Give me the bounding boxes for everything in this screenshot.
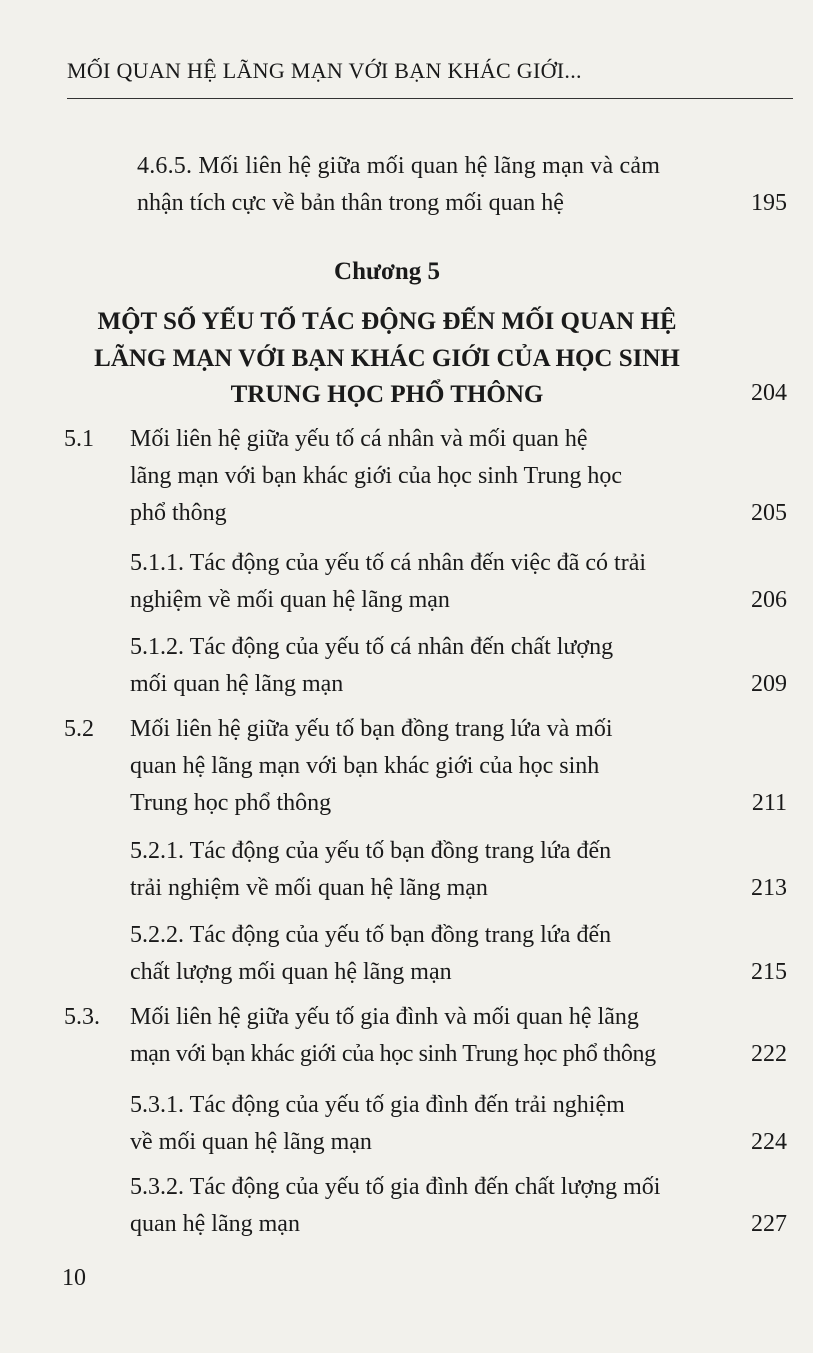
toc-entry-line: Mối liên hệ giữa yếu tố bạn đồng trang lứa và mối: [130, 716, 613, 742]
chapter-title-line: MỘT SỐ YẾU TỐ TÁC ĐỘNG ĐẾN MỐI QUAN HỆ: [97, 308, 677, 335]
toc-entry-line: 5.3.1. Tác động của yếu tố gia đình đến trải nghiệm: [130, 1092, 625, 1118]
toc-entry-number: 5.3.: [64, 1004, 100, 1030]
toc-entry-line: nghiệm về mối quan hệ lãng mạn: [130, 587, 450, 613]
toc-entry-text: [130, 999, 730, 1073]
toc-entry-5-3-1: [130, 1087, 710, 1161]
toc-page-number: 204: [751, 380, 787, 406]
toc-entry-number: 5.1: [64, 426, 94, 452]
toc-entry-text: [130, 711, 690, 822]
running-header: MỐI QUAN HỆ LÃNG MẠN VỚI BẠN KHÁC GIỚI...: [67, 58, 582, 83]
toc-page-number: 215: [751, 959, 787, 985]
toc-entry-line: về mối quan hệ lãng mạn: [130, 1129, 372, 1155]
toc-entry-line: 5.1.2. Tác động của yếu tố cá nhân đến chất lượng: [130, 634, 614, 660]
toc-entry-line: 5.1.1. Tác động của yếu tố cá nhân đến việc đã có trải: [130, 550, 647, 576]
toc-entry-5-1-1: [130, 545, 710, 619]
toc-entry-5-1-2: [130, 629, 710, 703]
chapter-title-line: LÃNG MẠN VỚI BẠN KHÁC GIỚI CỦA HỌC SINH: [94, 345, 680, 372]
toc-entry-5-2: [64, 711, 714, 822]
toc-entry-line: phổ thông: [130, 500, 227, 526]
chapter-title-line: TRUNG HỌC PHỔ THÔNG: [230, 381, 544, 408]
toc-entry-line: lãng mạn với bạn khác giới của học sinh Trung học: [130, 463, 622, 489]
toc-page-number: 205: [751, 500, 787, 526]
toc-page-number: 209: [751, 671, 787, 697]
toc-entry-line: Trung học phổ thông: [130, 790, 332, 816]
toc-entry-5-2-1: [130, 833, 710, 907]
toc-entry-text: [130, 421, 690, 532]
toc-entry-line: quan hệ lãng mạn: [130, 1211, 300, 1237]
toc-entry-line: chất lượng mối quan hệ lãng mạn: [130, 959, 452, 985]
chapter-label: Chương 5: [334, 258, 440, 285]
toc-page-number: 211: [751, 790, 787, 816]
toc-entry-5-1: [64, 421, 714, 532]
header-rule: [67, 98, 793, 99]
toc-entry-5-3: [64, 999, 714, 1073]
toc-page-number: 195: [751, 190, 787, 216]
toc-page-number: 227: [751, 1211, 787, 1237]
toc-entry-5-2-2: [130, 917, 710, 991]
toc-entry-text: 4.6.5. Mối liên hệ giữa mối quan hệ lãng mạn và cảm: [137, 153, 661, 179]
toc-page-number: 213: [751, 875, 787, 901]
toc-entry-line: mạn với bạn khác giới của học sinh Trung học phổ thông: [130, 1041, 656, 1067]
toc-page-number: 224: [751, 1129, 787, 1155]
toc-entry-line: mối quan hệ lãng mạn: [130, 671, 344, 697]
toc-entry-4-6-5: [137, 148, 697, 222]
toc-entry-line: 5.3.2. Tác động của yếu tố gia đình đến chất lượng mối: [130, 1174, 661, 1200]
toc-page-number: 222: [751, 1041, 787, 1067]
toc-entry-line: Mối liên hệ giữa yếu tố gia đình và mối quan hệ lãng: [130, 1004, 639, 1030]
toc-entry-line: 5.2.2. Tác động của yếu tố bạn đồng trang lứa đến: [130, 922, 612, 948]
toc-page-number: 206: [751, 587, 787, 613]
toc-entry-number: 5.2: [64, 716, 94, 742]
toc-entry-5-3-2: [130, 1169, 710, 1243]
footer-page-number: 10: [62, 1265, 86, 1291]
toc-entry-line: Mối liên hệ giữa yếu tố cá nhân và mối quan hệ: [130, 426, 588, 452]
toc-entry-line: quan hệ lãng mạn với bạn khác giới của học sinh: [130, 753, 600, 779]
toc-entry-text: nhận tích cực về bản thân trong mối quan hệ: [137, 190, 564, 216]
toc-entry-line: trải nghiệm về mối quan hệ lãng mạn: [130, 875, 488, 901]
toc-entry-line: 5.2.1. Tác động của yếu tố bạn đồng trang lứa đến: [130, 838, 612, 864]
